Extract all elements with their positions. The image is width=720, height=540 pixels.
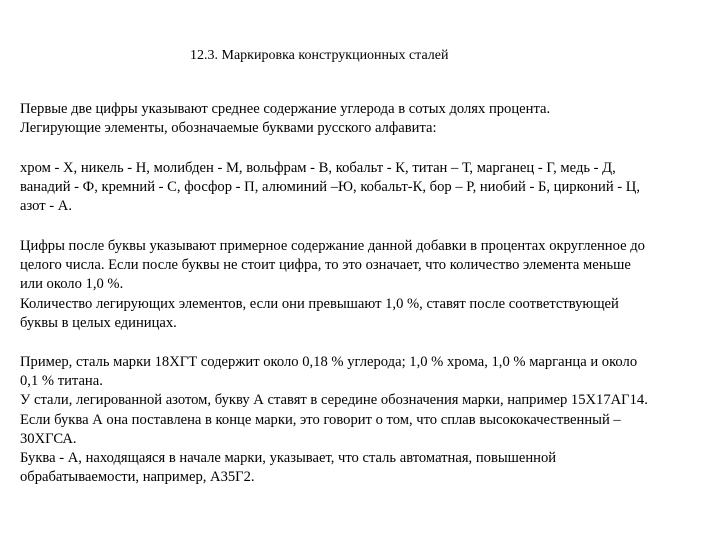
paragraph-examples bbox=[20, 353, 715, 487]
text-line: Если буква А она поставлена в конце марки, это говорит о том, что сплав высококачественный – bbox=[20, 411, 621, 428]
text-line: или около 1,0 %. bbox=[20, 276, 124, 293]
paragraph-carbon-intro bbox=[20, 100, 715, 138]
text-line: Пример, сталь марки 18ХГТ содержит около 0,18 % углерода; 1,0 % хрома, 1,0 % марганца и около bbox=[20, 354, 638, 370]
text-line: Легирующие элементы, обозначаемые буквами русского алфавита: bbox=[20, 120, 437, 137]
text-line: Количество легирующих элементов, если они превышают 1,0 %, ставят после соответствующей bbox=[20, 295, 619, 312]
text-line: Цифры после буквы указывают примерное содержание данной добавки в процентах округленное до bbox=[20, 238, 645, 254]
text-line: ванадий - Ф, кремний - С, фосфор - П, алюминий –Ю, кобальт-К, бор – Р, ниобий - Б, цирконий - Ц, bbox=[20, 179, 640, 196]
text-line: 30ХГСА. bbox=[20, 430, 77, 447]
text-line: У стали, легированной азотом, букву А ставят в середине обозначения марки, например 15Х17АГ14. bbox=[20, 392, 648, 409]
text-line: 0,1 % титана. bbox=[20, 373, 103, 390]
text-line: целого числа. Если после буквы не стоит цифра, то это означает, что количество элемента меньше bbox=[20, 257, 631, 274]
paragraph-digits-meaning bbox=[20, 237, 715, 333]
text-line: Первые две цифры указывают среднее содержание углерода в сотых долях процента. bbox=[20, 101, 551, 117]
paragraph-element-letters bbox=[20, 159, 715, 217]
text-line: буквы в целых единицах. bbox=[20, 314, 177, 331]
text-line: обрабатываемости, например, А35Г2. bbox=[20, 469, 255, 486]
text-line: азот - А. bbox=[20, 198, 72, 215]
page-title: 12.3. Маркировка конструкционных сталей bbox=[190, 48, 449, 63]
text-line: хром - Х, никель - Н, молибден - М, вольфрам - В, кобальт - К, титан – Т, марганец - Г, медь - Д, bbox=[20, 160, 616, 176]
text-line: Буква - А, находящаяся в начале марки, указывает, что сталь автоматная, повышенной bbox=[20, 450, 557, 467]
